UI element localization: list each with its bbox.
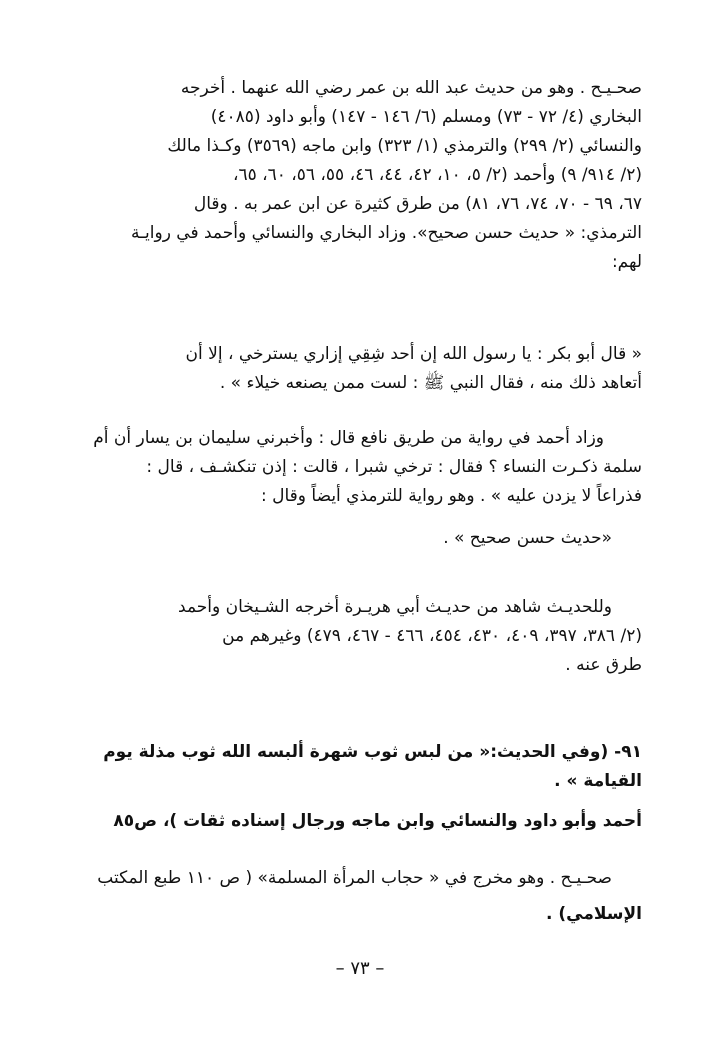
- paragraph-takhrij: [82, 74, 642, 277]
- text-line: (٢/ ٩١٤/ ٩) وأحمد (٢/ ٥، ١٠، ٤٢، ٤٤، ٤٦، ٥٥، ٥٦، ٦٠، ٦٥،: [232, 165, 642, 185]
- text-line: صحـيـح . وهو مخرج في « حجاب المرأة المسلمة» ( ص ١١٠ طبع المكتب: [97, 868, 612, 888]
- paragraph-ahmad-addition: [82, 424, 642, 553]
- text-line: وللحديـث شاهد من حديـث أبي هريـرة أخرجه الشـيخان وأحمد: [178, 597, 612, 617]
- text-line: صحـيـح . وهو من حديث عبد الله بن عمر رضي الله عنهما . أخرجه: [180, 78, 642, 98]
- text-line: والنسائي (٢/ ٢٩٩) والترمذي (١/ ٣٢٣) وابن ماجه (٣٥٦٩) وكـذا مالك: [167, 136, 642, 156]
- text-line: «حديث حسن صحيح » .: [443, 528, 612, 548]
- attribution: [82, 807, 642, 836]
- text-line: وزاد أحمد في رواية من طريق نافع قال : وأخبرني سليمان بن يسار أن أم: [93, 428, 604, 448]
- text-line: لهم:: [611, 252, 642, 272]
- text-line: فذراعاً لا يزدن عليه » . وهو رواية للترمذي أيضاً وقال :: [261, 486, 642, 506]
- text-line: طرق عنه .: [565, 655, 642, 675]
- text-line: الإسلامي) .: [546, 904, 642, 924]
- page-number: – ٧٣ –: [335, 958, 385, 979]
- text-line: « قال أبو بكر : يا رسول الله إن أحد شِقِي إزاري يسترخي ، إلا أن: [185, 344, 642, 364]
- text-line: ٦٧، ٦٩ - ٧٠، ٧٤، ٧٦، ٨١) من طرق كثيرة عن ابن عمر به . وقال: [193, 194, 642, 214]
- hadith-91: [82, 738, 642, 796]
- text-line: أتعاهد ذلك منه ، فقال النبي ﷺ : لست ممن يصنعه خيلاء » .: [219, 373, 642, 393]
- text-line: سلمة ذكـرت النساء ؟ فقال : ترخي شبرا ، قالت : إذن تنكشـف ، قال :: [146, 457, 642, 477]
- attribution-line: أحمد وأبو داود والنسائي وابن ماجه ورجال إسناده ثقات )، ص٨٥: [113, 811, 642, 831]
- text-line: (٢/ ٣٨٦، ٣٩٧، ٤٠٩، ٤٣٠، ٤٥٤، ٤٦٦ - ٤٦٧، ٤٧٩) وغيرهم من: [222, 626, 642, 646]
- paragraph-quote-abu-bakr: [82, 340, 642, 398]
- hadith-heading: ٩١- (وفي الحديث:« من لبس ثوب شهرة ألبسه الله ثوب مذلة يوم: [103, 742, 642, 762]
- paragraph-shahid: [82, 593, 642, 680]
- text-line: القيامة » .: [554, 771, 642, 791]
- paragraph-closing: [82, 864, 642, 929]
- text-line: الترمذي: « حديث حسن صحيح». وزاد البخاري والنسائي وأحمد في روايـة: [130, 223, 642, 243]
- text-line: البخاري (٤/ ٧٢ - ٧٣) ومسلم (٦/ ١٤٦ - ١٤٧) وأبو داود (٤٠٨٥): [210, 107, 642, 127]
